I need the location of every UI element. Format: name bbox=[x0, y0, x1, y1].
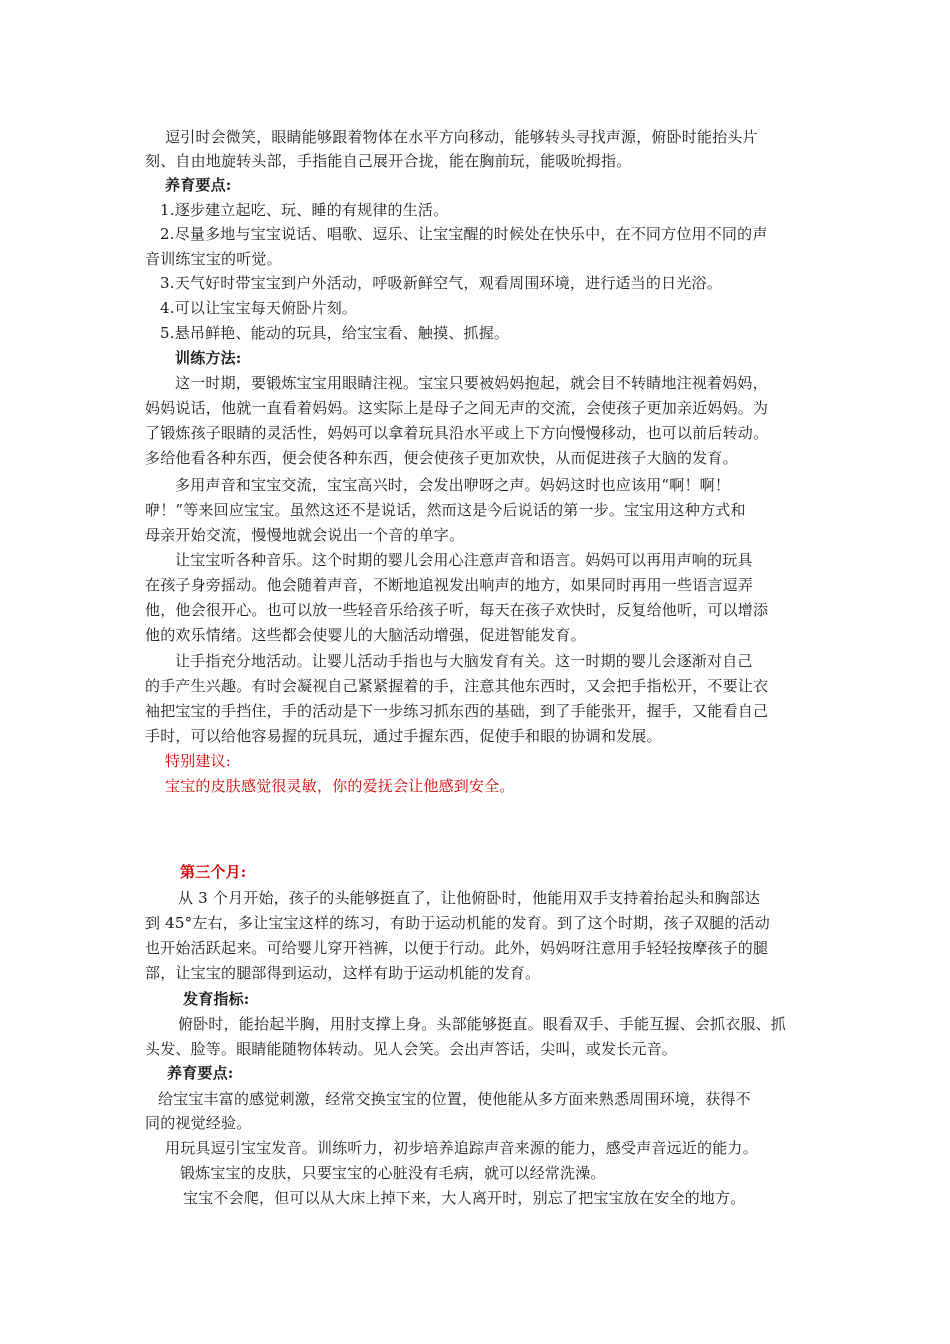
training-p1-line-2: 妈妈说话，他就一直看着妈妈。这实际上是母子之间无声的交流，会使孩子更加亲近妈妈。为 bbox=[145, 399, 769, 417]
care-item-3: 3.天气好时带宝宝到户外活动，呼吸新鲜空气，观看周围环境，进行适当的日光浴。 bbox=[160, 274, 722, 292]
training-p3-line-4: 他的欢乐情绪。这些都会使婴儿的大脑活动增强，促进智能发育。 bbox=[145, 626, 586, 644]
care2-line-2: 同的视觉经验。 bbox=[145, 1114, 252, 1132]
month-intro-line-4: 部，让宝宝的腿部得到运动，这样有助于运动机能的发育。 bbox=[145, 964, 541, 982]
intro-line-2: 刻、自由地旋转头部，手指能自己展开合拢，能在胸前玩，能吸吮拇指。 bbox=[145, 152, 632, 170]
care-heading: 养育要点: bbox=[165, 176, 232, 194]
training-p4-line-3: 袖把宝宝的手挡住，手的活动是下一步练习抓东西的基础，到了手能张开，握手，又能看自己 bbox=[145, 702, 769, 720]
care2-line-3: 用玩具逗引宝宝发音。训练听力，初步培养追踪声音来源的能力，感受声音远近的能力。 bbox=[165, 1139, 758, 1157]
training-p3-line-1: 让宝宝听各种音乐。这个时期的婴儿会用心注意声音和语言。妈妈可以再用声响的玩具 bbox=[175, 551, 753, 569]
special-heading: 特别建议: bbox=[165, 752, 232, 770]
care2-line-5: 宝宝不会爬，但可以从大床上掉下来，大人离开时，别忘了把宝宝放在安全的地方。 bbox=[183, 1189, 746, 1207]
dev-heading: 发育指标: bbox=[183, 990, 250, 1008]
care-item-4: 4.可以让宝宝每天俯卧片刻。 bbox=[160, 299, 358, 317]
training-heading: 训练方法: bbox=[175, 349, 242, 367]
care2-line-1: 给宝宝丰富的感觉刺激，经常交换宝宝的位置，使他能从多方面来熟悉周围环境，获得不 bbox=[158, 1090, 751, 1108]
training-p2-line-3: 母亲开始交流，慢慢地就会说出一个音的单字。 bbox=[145, 526, 465, 544]
care-item-2-cont: 音训练宝宝的听觉。 bbox=[145, 250, 282, 268]
care-item-2: 2.尽量多地与宝宝说话、唱歌、逗乐、让宝宝醒的时候处在快乐中，在不同方位用不同的声 bbox=[160, 225, 768, 243]
care-item-5: 5.悬吊鲜艳、能动的玩具，给宝宝看、触摸、抓握。 bbox=[160, 324, 510, 342]
dev-line-1: 俯卧时，能抬起半胸，用肘支撑上身。头部能够挺直。眼看双手、手能互握、会抓衣服、抓 bbox=[178, 1015, 787, 1033]
care-item-1: 1.逐步建立起吃、玩、睡的有规律的生活。 bbox=[160, 201, 449, 219]
special-text: 宝宝的皮肤感觉很灵敏，你的爱抚会让他感到安全。 bbox=[165, 777, 515, 795]
care2-heading: 养育要点: bbox=[167, 1064, 234, 1082]
training-p1-line-3: 了锻炼孩子眼睛的灵活性，妈妈可以拿着玩具沿水平或上下方向慢慢移动，也可以前后转动。 bbox=[145, 424, 769, 442]
training-p3-line-2: 在孩子身旁摇动。他会随着声音，不断地追视发出响声的地方，如果同时再用一些语言逗弄 bbox=[145, 576, 754, 594]
training-p1-line-4: 多给他看各种东西，便会使各种东西，便会使孩子更加欢快，从而促进孩子大脑的发育。 bbox=[145, 449, 738, 467]
training-p4-line-4: 手时，可以给他容易握的玩具玩，通过手握东西，促使手和眼的协调和发展。 bbox=[145, 727, 662, 745]
training-p2-line-2: 咿！”等来回应宝宝。虽然这还不是说话，然而这是今后说话的第一步。宝宝用这种方式和 bbox=[145, 501, 746, 519]
training-p4-line-1: 让手指充分地活动。让婴儿活动手指也与大脑发育有关。这一时期的婴儿会逐渐对自己 bbox=[175, 652, 753, 670]
intro-line-1: 逗引时会微笑，眼睛能够跟着物体在水平方向移动，能够转头寻找声源，俯卧时能抬头片 bbox=[165, 128, 758, 146]
care2-line-4: 锻炼宝宝的皮肤，只要宝宝的心脏没有毛病，就可以经常洗澡。 bbox=[180, 1164, 606, 1182]
training-p4-line-2: 的手产生兴趣。有时会凝视自己紧紧握着的手，注意其他东西时，又会把手指松开，不要让衣 bbox=[145, 677, 769, 695]
training-p2-line-1: 多用声音和宝宝交流，宝宝高兴时，会发出咿呀之声。妈妈这时也应该用“啊！啊！ bbox=[175, 476, 731, 494]
dev-line-2: 头发、脸等。眼睛能随物体转动。见人会笑。会出声答话，尖叫，或发长元音。 bbox=[145, 1040, 678, 1058]
month-intro-line-2: 到 45°左右，多让宝宝这样的练习，有助于运动机能的发育。到了这个时期，孩子双腿的活动 bbox=[145, 914, 770, 932]
training-p3-line-3: 他，他会很开心。也可以放一些轻音乐给孩子听，每天在孩子欢快时，反复给他听，可以增添 bbox=[145, 601, 769, 619]
month-intro-line-1: 从 3 个月开始，孩子的头能够挺直了，让他俯卧时，他能用双手支持着抬起头和胸部达 bbox=[178, 889, 761, 907]
training-p1-line-1: 这一时期，要锻炼宝宝用眼睛注视。宝宝只要被妈妈抱起，就会目不转睛地注视着妈妈， bbox=[175, 374, 768, 392]
month-intro-line-3: 也开始活跃起来。可给婴儿穿开裆裤，以便于行动。此外，妈妈呀注意用手轻轻按摩孩子的腿 bbox=[145, 939, 769, 957]
month-heading: 第三个月: bbox=[180, 863, 247, 881]
